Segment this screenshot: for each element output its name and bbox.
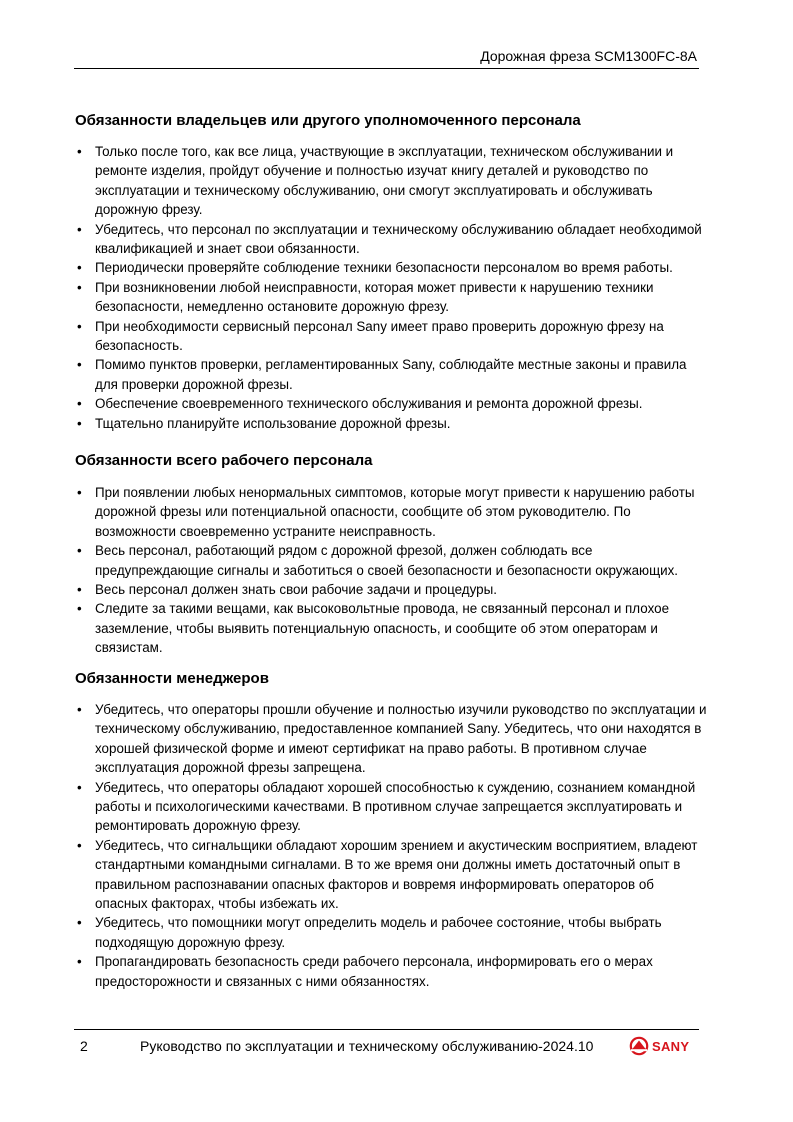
list-item: • При появлении любых ненормальных симптомов, которые могут привести к нарушению работы дорожной фрезы или потенциальной опасности, сообщите об этом руководителю. По возможности своевременно устраните неисправность. xyxy=(75,483,707,541)
section-title-owners: Обязанности владельцев или другого уполномоченного персонала xyxy=(75,112,581,129)
header-divider xyxy=(74,68,699,69)
page-number: 2 xyxy=(80,1038,88,1054)
list-item: • При необходимости сервисный персонал Sany имеет право проверить дорожную фрезу на безопасность. xyxy=(75,317,707,356)
list-item: • Обеспечение своевременного технического обслуживания и ремонта дорожной фрезы. xyxy=(75,394,707,413)
list-item: • Убедитесь, что операторы прошли обучение и полностью изучили руководство по эксплуатации и техническому обслуживанию, предоставленное компанией Sany. Убедитесь, что они находятся в хорошей физической форме и имеют сертификат на право работы. В противном случае эксплуатация дорожной фрезы запрещена. xyxy=(75,700,707,778)
owners-duties-list xyxy=(75,142,707,433)
list-item: • Весь персонал должен знать свои рабочие задачи и процедуры. xyxy=(75,580,707,599)
list-item: • Тщательно планируйте использование дорожной фрезы. xyxy=(75,414,707,433)
footer-document-title: Руководство по эксплуатации и техническому обслуживанию-2024.10 xyxy=(140,1038,594,1054)
list-item: • Следите за такими вещами, как высоковольтные провода, не связанный персонал и плохое заземление, чтобы выявить потенциальную опасность, и сообщите об этом операторам и связистам. xyxy=(75,599,707,657)
list-item: • Пропагандировать безопасность среди рабочего персонала, информировать его о мерах предосторожности и связанных с ними обязанностях. xyxy=(75,952,707,991)
section-title-managers: Обязанности менеджеров xyxy=(75,670,269,687)
sany-emblem-icon xyxy=(629,1036,649,1056)
list-item: • Убедитесь, что операторы обладают хорошей способностью к суждению, сознанием командной работы и психологическими качествами. В противном случае запрещается эксплуатировать и ремонтировать дорожную фрезу. xyxy=(75,778,707,836)
list-item: • Весь персонал, работающий рядом с дорожной фрезой, должен соблюдать все предупреждающие сигналы и заботиться о своей безопасности и безопасности окружающих. xyxy=(75,541,707,580)
list-item: • При возникновении любой неисправности, которая может привести к нарушению техники безопасности, немедленно остановите дорожную фрезу. xyxy=(75,278,707,317)
list-item: • Убедитесь, что персонал по эксплуатации и техническому обслуживанию обладает необходимой квалификацией и знает свои обязанности. xyxy=(75,220,707,259)
list-item: • Убедитесь, что сигнальщики обладают хорошим зрением и акустическим восприятием, владеют стандартными командными сигналами. В то же время они должны иметь достаточный опыт в правильном распознавании опасных факторов и вовремя информировать операторов об опасных факторах, чтобы избежать их. xyxy=(75,836,707,914)
sany-logo xyxy=(629,1036,689,1056)
list-item: • Периодически проверяйте соблюдение техники безопасности персоналом во время работы. xyxy=(75,258,707,277)
logo-text: SANY xyxy=(652,1038,690,1054)
header-title: Дорожная фреза SCM1300FC-8A xyxy=(480,48,697,64)
list-item: • Убедитесь, что помощники могут определить модель и рабочее состояние, чтобы выбрать подходящую дорожную фрезу. xyxy=(75,913,707,952)
section-title-personnel: Обязанности всего рабочего персонала xyxy=(75,452,373,469)
personnel-duties-list xyxy=(75,483,707,658)
list-item: • Помимо пунктов проверки, регламентированных Sany, соблюдайте местные законы и правила для проверки дорожной фрезы. xyxy=(75,355,707,394)
managers-duties-list xyxy=(75,700,707,991)
footer-divider xyxy=(74,1029,699,1030)
list-item: • Только после того, как все лица, участвующие в эксплуатации, техническом обслуживании и ремонте изделия, пройдут обучение и полностью изучат книгу деталей и руководство по эксплуатации и техническому обслуживанию, они смогут эксплуатировать и обслуживать дорожную фрезу. xyxy=(75,142,707,220)
